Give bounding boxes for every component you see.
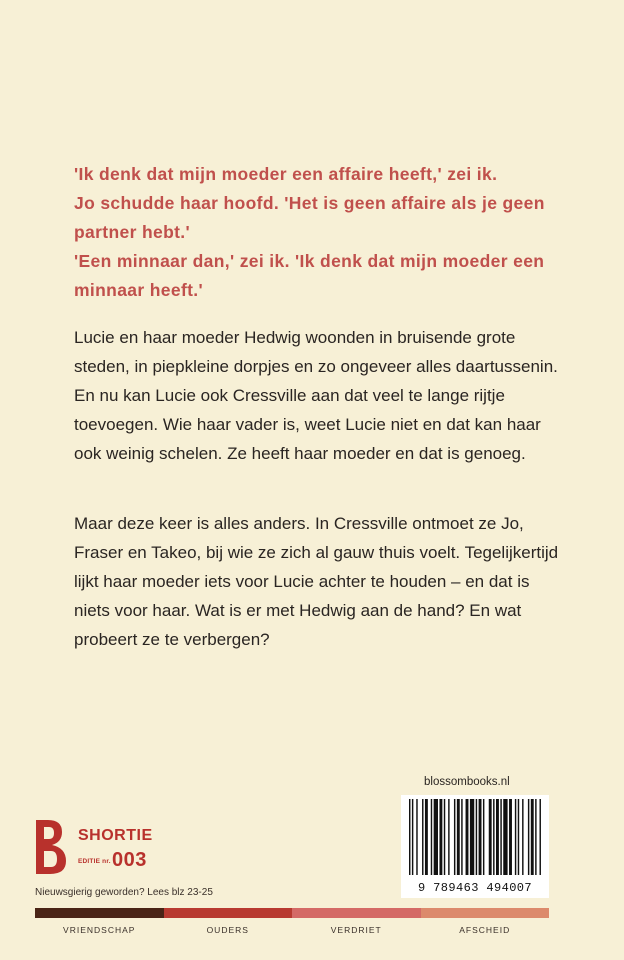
barcode-bar <box>431 799 432 875</box>
theme-color-bar <box>35 908 549 918</box>
theme-labels <box>35 925 549 935</box>
theme-label: VERDRIET <box>330 925 382 935</box>
barcode-bars <box>401 795 549 879</box>
quote-line: Jo schudde haar hoofd. 'Het is geen affaire als je geen partner hebt.' <box>74 193 545 242</box>
barcode-bar <box>500 799 501 875</box>
barcode-bar <box>412 799 413 875</box>
barcode-bar <box>479 799 482 875</box>
quote-line: 'Ik denk dat mijn moeder een affaire heeft,' zei ik. <box>74 164 498 184</box>
theme-bar-afscheid <box>421 908 550 918</box>
publisher-url[interactable]: blossombooks.nl <box>424 776 510 788</box>
isbn-number: 9 789463 494007 <box>417 881 533 895</box>
barcode-bar <box>457 799 460 875</box>
barcode-bar <box>518 799 519 875</box>
blurb-text: Maar deze keer is alles anders. In Cressville ontmoet ze Jo, Fraser en Takeo, bij wie ze zich al gauw thuis voelt. Tegelijkertijd lijkt haar moeder iets voor Lucie achter te houden – en dat is niets voor haar. Wat is er met Hedwig aan de hand? En wat probeert ze te verbergen? <box>74 514 559 649</box>
theme-label: OUDERS <box>206 925 249 935</box>
barcode-bar <box>531 799 534 875</box>
barcode-bar <box>503 799 507 875</box>
barcode-bar <box>515 799 516 875</box>
theme-bar-ouders <box>164 908 293 918</box>
barcode-bar <box>434 799 438 875</box>
barcode-bar <box>439 799 442 875</box>
barcode-bar <box>522 799 523 875</box>
barcode-bar <box>444 799 445 875</box>
edition-number: 003 <box>112 849 147 871</box>
barcode-bar <box>466 799 469 875</box>
barcode-bar <box>422 799 423 875</box>
barcode-bar <box>509 799 512 875</box>
isbn-barcode <box>401 795 549 898</box>
series-name: SHORTIE <box>78 827 153 844</box>
blossom-books-logo-icon <box>34 818 70 876</box>
barcode-bar <box>528 799 529 875</box>
barcode-bar <box>476 799 477 875</box>
theme-bar-vriendschap <box>35 908 164 918</box>
barcode-bar <box>470 799 474 875</box>
barcode-bar <box>540 799 541 875</box>
barcode-bar <box>496 799 499 875</box>
back-cover-quote <box>74 160 564 305</box>
theme-label: AFSCHEID <box>459 925 511 935</box>
theme-label: VRIENDSCHAP <box>63 925 136 935</box>
edition-label: EDITIE nr. <box>78 858 111 865</box>
theme-bar-verdriet <box>292 908 421 918</box>
blurb-paragraph <box>74 509 564 654</box>
barcode-bar <box>425 799 428 875</box>
barcode-bar <box>535 799 536 875</box>
curious-prompt: Nieuwsgierig geworden? Lees blz 23-25 <box>35 887 213 898</box>
barcode-bar <box>461 799 462 875</box>
barcode-bar <box>493 799 494 875</box>
barcode-bar <box>489 799 492 875</box>
blurb-paragraph <box>74 323 564 468</box>
blurb-text: Lucie en haar moeder Hedwig woonden in bruisende grote steden, in piepkleine dorpjes en zo ongeveer alles daartussenin. En nu kan Lucie ook Cressville aan dat veel te lange rijtje toevoegen. Wie haar vader is, weet Lucie niet en dat kan haar ook weinig schelen. Ze heeft haar moeder en dat is genoeg. <box>74 328 558 463</box>
barcode-bar <box>454 799 455 875</box>
barcode-bar <box>409 799 410 875</box>
barcode-bar <box>483 799 484 875</box>
quote-line: 'Een minnaar dan,' zei ik. 'Ik denk dat mijn moeder een minnaar heeft.' <box>74 251 545 300</box>
barcode-bar <box>448 799 449 875</box>
barcode-bar <box>416 799 417 875</box>
